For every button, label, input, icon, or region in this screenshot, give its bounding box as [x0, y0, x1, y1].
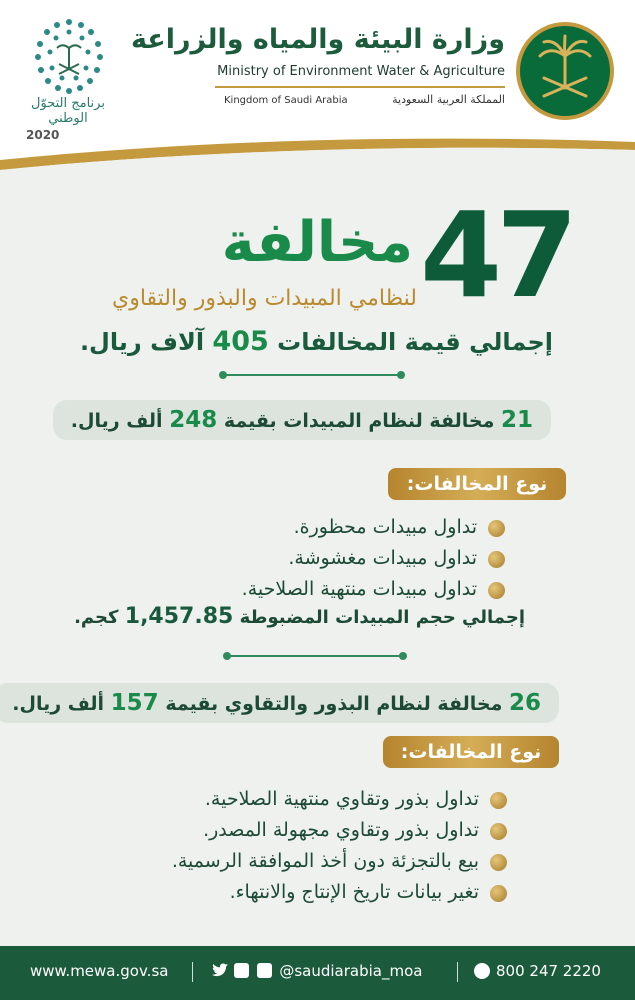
section-divider [222, 374, 402, 376]
list-item: بيع بالتجزئة دون أخذ الموافقة الرسمية. [172, 846, 507, 877]
pesticides-summary [53, 400, 551, 440]
seed-violations-list [172, 784, 507, 908]
pesticides-text: مخالفة لنظام المبيدات بقيمة [223, 410, 495, 432]
bullet-dot-icon [488, 551, 505, 568]
footer [0, 946, 635, 1000]
website-link[interactable]: www.mewa.gov.sa [30, 962, 169, 980]
bullet-dot-icon [488, 520, 505, 537]
header-gold-curve [0, 120, 635, 180]
phone-icon [474, 963, 490, 979]
vision-year: 2020 [26, 128, 60, 142]
phone-number[interactable]: 800 247 2220 [474, 962, 601, 980]
bullet-dot-icon [488, 582, 505, 599]
seeds-value: 157 [110, 690, 159, 716]
header-divider [215, 86, 505, 88]
seeds-text: مخالفة لنظام البذور والتقاوي بقيمة [165, 693, 503, 715]
footer-separator [192, 962, 193, 982]
header [0, 0, 635, 160]
seeds-summary [0, 683, 559, 723]
bullet-dot-icon [490, 885, 507, 902]
total-violations-count: 47 [420, 186, 573, 324]
bullet-dot-icon [490, 854, 507, 871]
seeds-suffix: ألف ريال. [12, 693, 105, 715]
pesticide-violations-list [242, 512, 505, 605]
seized-weight-line [74, 604, 525, 629]
violations-subtitle: لنظامي المبيدات والبذور والتقاوي [111, 286, 417, 311]
kingdom-name-arabic: المملكة العربية السعودية [392, 93, 505, 106]
list-item: تغير بيانات تاريخ الإنتاج والانتهاء. [172, 877, 507, 908]
ministry-name-english: Ministry of Environment Water & Agriculture [217, 64, 505, 79]
violations-word: مخالفة [221, 210, 413, 275]
kingdom-name-english: Kingdom of Saudi Arabia [224, 95, 348, 106]
ministry-name-arabic: وزارة البيئة والمياه والزراعة [130, 24, 505, 55]
total-value-suffix: آلاف ريال. [79, 328, 205, 356]
bullet-dot-icon [490, 823, 507, 840]
seeds-count: 26 [508, 690, 541, 716]
footer-separator [457, 962, 458, 982]
list-item: تداول مبيدات محظورة. [242, 512, 505, 543]
total-value-line [80, 326, 553, 357]
instagram-icon[interactable] [257, 963, 272, 978]
social-handle[interactable]: @saudiarabia_moa [212, 962, 422, 980]
violation-type-label-2: نوع المخالفات: [383, 736, 559, 768]
list-item: تداول مبيدات منتهية الصلاحية. [242, 574, 505, 605]
vision-program-name: برنامج التحوّل الوطني [31, 96, 105, 126]
palm-swords-icon [516, 22, 614, 120]
weight-value: 1,457.85 [124, 604, 234, 629]
violation-type-label-1: نوع المخالفات: [388, 468, 566, 500]
list-item: تداول مبيدات مغشوشة. [242, 543, 505, 574]
total-value-prefix: إجمالي قيمة المخالفات [277, 328, 553, 356]
list-item: تداول بذور وتقاوي مجهولة المصدر. [172, 815, 507, 846]
total-value-number: 405 [212, 326, 269, 357]
facebook-icon[interactable] [234, 963, 249, 978]
bullet-dot-icon [490, 792, 507, 809]
list-item: تداول بذور وتقاوي منتهية الصلاحية. [172, 784, 507, 815]
section-divider [226, 655, 404, 657]
weight-suffix: كجم. [74, 607, 119, 628]
twitter-icon[interactable] [212, 963, 229, 978]
pesticides-value: 248 [169, 407, 218, 433]
pesticides-suffix: ألف ريال. [70, 410, 163, 432]
vision-2020-logo [24, 14, 114, 102]
pesticides-count: 21 [500, 407, 533, 433]
weight-prefix: إجمالي حجم المبيدات المضبوطة [239, 607, 525, 628]
